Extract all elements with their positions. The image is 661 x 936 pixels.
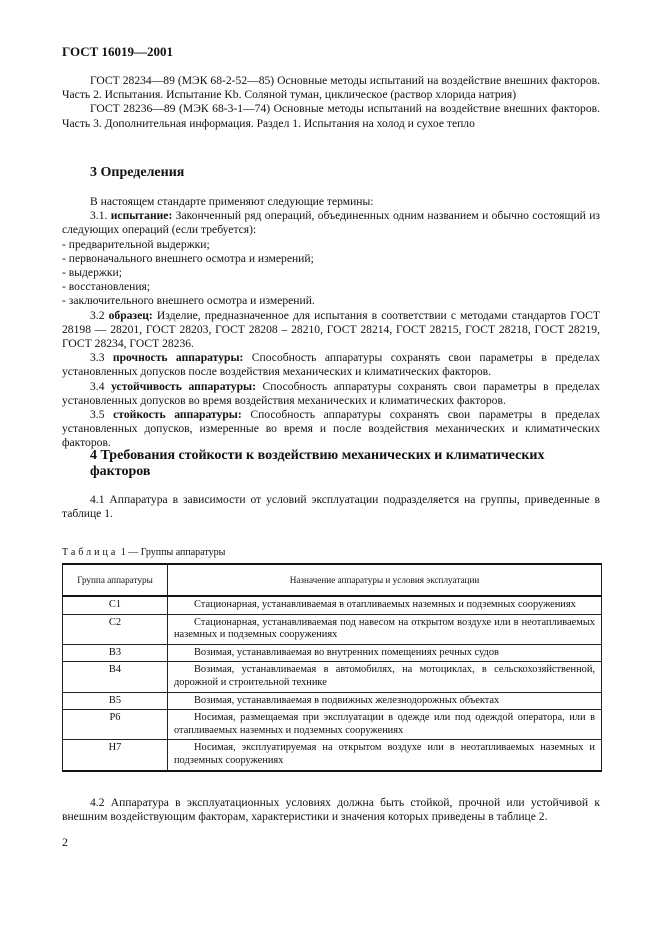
group-cell: Н7	[63, 740, 168, 771]
description-cell: Возимая, устанавливаемая во внутренних помещениях речных судов	[168, 644, 602, 662]
table-row	[63, 614, 602, 644]
description-cell: Возимая, устанавливаемая в автомобилях, на мотоциклах, в сельскохозяйственной, дорожной и строительной технике	[168, 662, 602, 692]
description-cell: Возимая, устанавливаемая в подвижных железнодорожных объектах	[168, 692, 602, 710]
paragraph-4-1: 4.1 Аппаратура в зависимости от условий эксплуатации подразделяется на группы, приведенные в таблице 1.	[62, 493, 600, 521]
column-header-purpose: Назначение аппаратуры и условия эксплуатации	[168, 564, 602, 596]
description-cell: Носимая, эксплуатируемая на открытом воздухе или в неотапливаемых наземных и подземных сооружениях	[168, 740, 602, 771]
definition-3-3: 3.3 прочность аппаратуры: Способность аппаратуры сохранять свои параметры в пределах установленных допусков после воздействия механических и климатических факторов.	[62, 351, 600, 379]
section-3-heading: 3 Определения	[90, 165, 185, 180]
section-4-heading: 4 Требования стойкости к воздействию механических и климатических факторов	[90, 448, 545, 479]
list-item: - предварительной выдержки;	[62, 237, 210, 251]
definition-3-4: 3.4 устойчивость аппаратуры: Способность аппаратуры сохранять свои параметры в пределах установленных допусков во время воздействия механических и климатических факторов.	[62, 379, 600, 407]
group-cell: С1	[63, 596, 168, 614]
group-cell: С2	[63, 614, 168, 644]
equipment-groups-table	[62, 563, 602, 772]
section-3-intro: В настоящем стандарте применяют следующие термины:	[90, 195, 374, 208]
table-row	[63, 596, 602, 614]
list-item: - первоначального внешнего осмотра и измерений;	[62, 251, 314, 265]
description-cell: Носимая, размещаемая при эксплуатации в одежде или под одеждой оператора, или в отапливаемых наземных и подземных сооружениях	[168, 710, 602, 740]
table-row	[63, 692, 602, 710]
group-cell: Р6	[63, 710, 168, 740]
definition-3-2: 3.2 образец: Изделие, предназначенное для испытания в соответствии с методами стандартов ГОСТ 28198 — 28201, ГОСТ 28203, ГОСТ 28208 – 28210, ГОСТ 28214, ГОСТ 28215, ГОСТ 28218, ГОСТ 28219, ГОСТ 28234, ГОСТ 28236.	[62, 308, 600, 351]
list-item: - восстановления;	[62, 280, 151, 294]
description-cell: Стационарная, устанавливаемая в отапливаемых наземных и подземных сооружениях	[168, 596, 602, 614]
reference-28236: ГОСТ 28236—89 (МЭК 68-3-1—74) Основные методы испытаний на воздействие внешних факторов. Часть 3. Дополнительная информация. Раздел 1. Испытания на холод и сухое тепло	[62, 102, 600, 130]
group-cell: В4	[63, 662, 168, 692]
group-cell: В3	[63, 644, 168, 662]
column-header-group: Группа аппаратуры	[63, 564, 168, 596]
reference-28234: ГОСТ 28234—89 (МЭК 68-2-52—85) Основные методы испытаний на воздействие внешних факторов. Часть 2. Испытания. Испытание Kb. Соляной туман, циклическое (раствор хлорида натрия)	[62, 74, 600, 102]
table-row	[63, 644, 602, 662]
group-cell: В5	[63, 692, 168, 710]
section-3-body	[62, 195, 600, 451]
definition-3-5: 3.5 стойкость аппаратуры: Способность аппаратуры сохранять свои параметры в пределах установленных допусков, измеренные во время и после воздействия механических и климатических факторов.	[62, 408, 601, 450]
list-item: - заключительного внешнего осмотра и измерений.	[62, 294, 315, 308]
document-header: ГОСТ 16019—2001	[62, 44, 174, 59]
table-row	[63, 740, 602, 771]
list-item: - выдержки;	[62, 266, 122, 280]
table-row	[63, 662, 602, 692]
definition-3-1: 3.1. испытание: Законченный ряд операций, объединенных одним названием и обычно состоящий из следующих операций (если требуется):	[62, 209, 600, 237]
description-cell: Стационарная, устанавливаемая под навесом на открытом воздухе или в неотапливаемых наземных и подземных сооружениях	[168, 614, 602, 644]
page-number: 2	[62, 835, 68, 849]
references-block	[62, 74, 600, 131]
paragraph-4-2: 4.2 Аппаратура в эксплуатационных условиях должна быть стойкой, прочной или устойчивой к внешним воздействующим факторам, характеристики и значения которых приведены в таблице 2.	[62, 796, 600, 824]
table-caption: Таблица 1 — Группы аппаратуры	[62, 547, 226, 558]
table-row	[63, 710, 602, 740]
table-header-row	[63, 564, 602, 596]
